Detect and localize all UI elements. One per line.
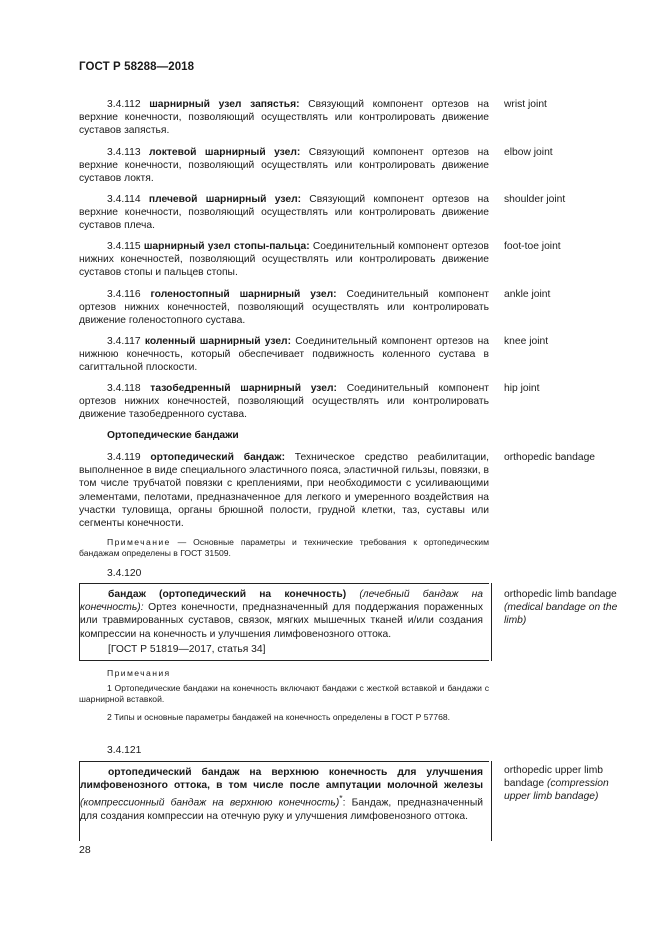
english-equivalent: wrist joint [504, 99, 547, 110]
note-text: — Основные параметры и технические требования к ортопедическим бандажам определены в ГОСТ 31509. [79, 537, 489, 559]
source-reference: [ГОСТ Р 51819—2017, статья 34] [108, 643, 266, 655]
definition-entry: 3.4.112 шарнирный узел запястья: Связующий компонент ортезов на верхние конечности, позволяющий осуществлять или контролировать движение суставов запястья. [79, 99, 489, 137]
definition-text: Соединительный компонент ортезов нижних конечностей, позволяющий осуществлять или контролировать движение тазобедренного сустава. [79, 383, 489, 421]
synonym: (компрессионный бандаж на верхнюю конечность) [80, 797, 340, 809]
english-equivalent: orthopedic bandage [504, 452, 596, 463]
term: бандаж (ортопедический на конечность) [108, 589, 347, 600]
english-equivalent: orthopedic limb bandage (medical bandage on the limb) [504, 589, 618, 627]
note-item: 1 Ортопедические бандажи на конечность включают бандажи с жесткой вставкой и бандажи с шарнирной вставкой. [79, 683, 489, 705]
english-equivalent: elbow joint [504, 147, 553, 158]
definition-text: Техническое средство реабилитации, выполненное в виде специального эластичного пояса, эластичной гильзы, повязки, в том числе трубчатой повязки с креплениями, при необходимости с усиливающими элементами, пелотами, предназначенное для легкого и умеренного воздействия на участки туловища, органы брюшной полости, грудной клетки, таз, суставы или сегменты конечности. [79, 452, 489, 530]
term: плечевой шарнирный узел: [148, 194, 302, 205]
definition-text: Связующий компонент ортезов на верхние конечности, позволяющий осуществлять или контролировать движение суставов локтя. [79, 147, 489, 185]
definition-text: Связующий компонент ортезов на верхние конечности, позволяющий осуществлять или контролировать движение суставов плеча. [79, 194, 489, 232]
definition-text: Связующий компонент ортезов на верхние конечности, позволяющий осуществлять или контролировать движение суставов запястья. [79, 99, 489, 137]
definition-entry: 3.4.118 тазобедренный шарнирный узел: Соединительный компонент ортезов нижних конечностей, позволяющий осуществлять или контролировать движение тазобедренного сустава. [79, 383, 489, 421]
notes [79, 668, 489, 723]
page-number: 28 [79, 844, 91, 856]
term: ортопедический бандаж на верхнюю конечность для улучшения лимфовенозного оттока, в том числе после ампутации молочной железы [80, 767, 483, 792]
entry-number: 3.4.121 [107, 745, 142, 756]
english-equivalent: orthopedic upper limb bandage (compression upper limb bandage) [504, 765, 609, 803]
english-equivalent: knee joint [504, 336, 549, 347]
english-equivalent: shoulder joint [504, 194, 566, 205]
note [79, 537, 489, 559]
english-equivalent: ankle joint [504, 289, 551, 300]
definition-text: Соединительный компонент ортезов на нижнюю конечность, который обеспечивает подвижность коленного сустава в сагиттальной плоскости. [79, 336, 489, 374]
boxed-definition [79, 583, 489, 661]
definition-text: : Бандаж, предназначенный для создания компрессии на отечную руку и улучшения лимфовенозного оттока. [80, 797, 484, 823]
note-item: 2 Типы и основные параметры бандажей на конечность определены в ГОСТ Р 57768. [107, 711, 451, 722]
definition-entry: 3.4.116 голеностопный шарнирный узел: Соединительный компонент ортезов нижних конечностей, позволяющий осуществлять или контролировать движение голеностопного сустава. [79, 289, 490, 327]
synonym: (лечебный бандаж на конечность): [80, 589, 483, 614]
term: тазобедренный шарнирный узел: [150, 383, 337, 394]
definition-text: Соединительный компонент ортезов нижних конечностей, позволяющий осуществлять или контролировать движение суставов стопы и пальцев стопы. [79, 241, 489, 279]
term: шарнирный узел запястья: [149, 99, 300, 110]
box-rule [491, 761, 492, 841]
notes-label: Примечания [107, 668, 171, 678]
entry-number: 3.4.120 [107, 568, 142, 579]
term: голеностопный шарнирный узел: [150, 289, 337, 300]
definition-entry: 3.4.113 локтевой шарнирный узел: Связующий компонент ортезов на верхние конечности, позволяющий осуществлять или контролировать движение суставов локтя. [79, 147, 489, 185]
section-title: Ортопедические бандажи [107, 430, 239, 441]
definition-entry: 3.4.117 коленный шарнирный узел: Соединительный компонент ортезов на нижнюю конечность, который обеспечивает подвижность коленного сустава в сагиттальной плоскости. [79, 336, 489, 374]
definition-entry: 3.4.119 ортопедический бандаж: Техническое средство реабилитации, выполненное в виде специального эластичного пояса, эластичной гильзы, повязки, в том числе трубчатой повязки с креплениями, при необходимости с усиливающими элементами, пелотами, предназначенное для легкого и умеренного воздействия на участки туловища, органы брюшной полости, грудной клетки, таз, суставы или сегменты конечности. [79, 452, 489, 530]
definition-text: Ортез конечности, предназначенный для поддержания пораженных или травмированных суставов, связок, мягких мышечных тканей и/или создания компрессии на конечность и улучшения лимфовенозного оттока. [80, 602, 483, 640]
definition-entry: 3.4.114 плечевой шарнирный узел: Связующий компонент ортезов на верхние конечности, позволяющий осуществлять или контролировать движение суставов плеча. [79, 194, 489, 232]
term: шарнирный узел стопы-пальца: [143, 241, 310, 252]
box-rule [491, 583, 492, 661]
term: ортопедический бандаж: [150, 452, 286, 463]
note-label: Примечание [107, 537, 171, 547]
page-header: ГОСТ Р 58288—2018 [79, 61, 195, 73]
boxed-definition: ортопедический бандаж на верхнюю конечность для улучшения лимфовенозного оттока, в том числе после ампутации молочной железы (компрессионный бандаж на верхнюю конечность)*: Бандаж, предназначенный для создания компрессии на отечную руку и улучшения лимфовенозного оттока. [79, 761, 489, 841]
definition-text: Соединительный компонент ортезов нижних конечностей, позволяющий осуществлять или контролировать движение голеностопного сустава. [79, 289, 490, 327]
term: локтевой шарнирный узел: [149, 147, 301, 158]
english-equivalent: hip joint [504, 383, 540, 394]
definition-entry: 3.4.115 шарнирный узел стопы-пальца: Соединительный компонент ортезов нижних конечностей, позволяющий осуществлять или контролировать движение суставов стопы и пальцев стопы. [79, 241, 489, 279]
english-equivalent: foot-toe joint [504, 241, 561, 252]
term: коленный шарнирный узел: [144, 336, 292, 347]
